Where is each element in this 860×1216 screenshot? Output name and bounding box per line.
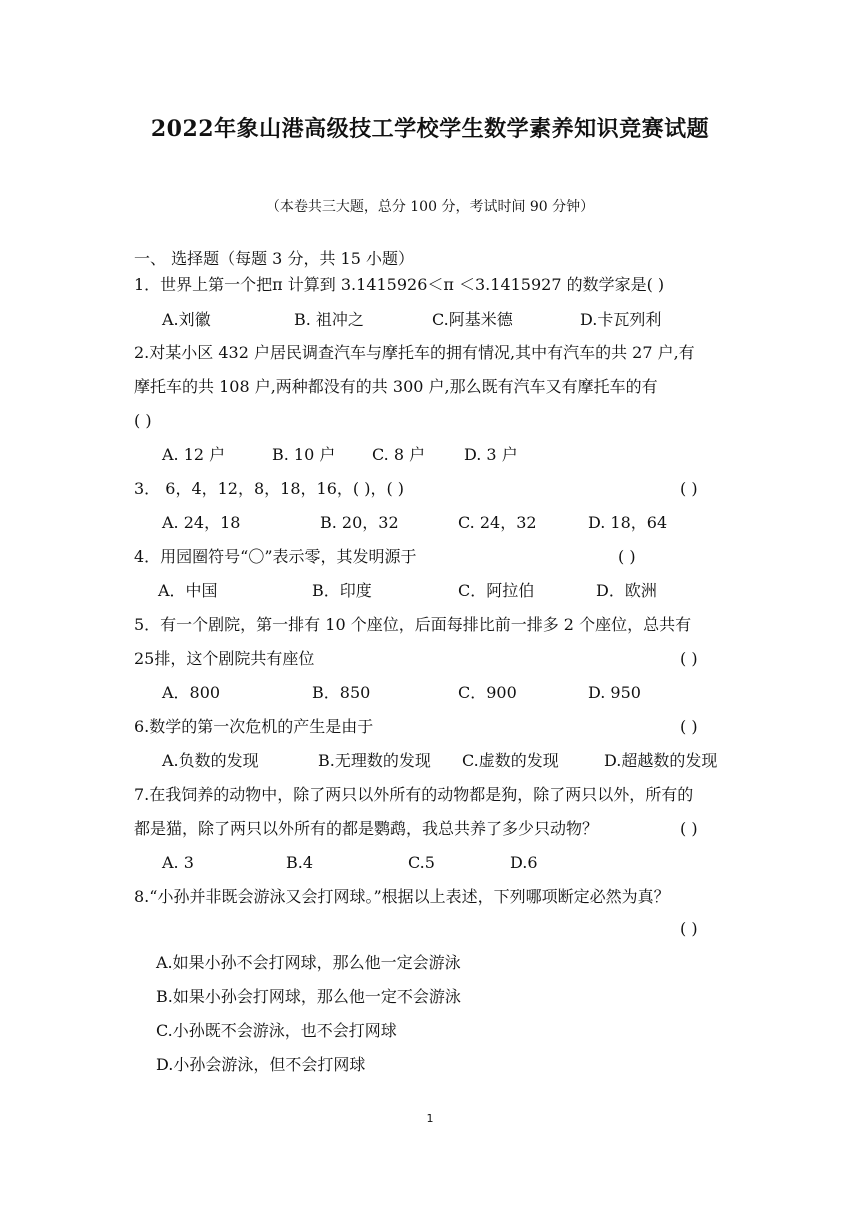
question-6-text: 6.数学的第一次危机的产生是由于 <box>134 717 374 736</box>
q6-option-b: B.无理数的发现 <box>318 751 431 770</box>
q3-option-c: C. 24，32 <box>458 513 537 532</box>
q3-option-b: B. 20，32 <box>320 513 399 532</box>
q7-option-a: A. 3 <box>162 853 194 872</box>
q5-option-a: A．800 <box>162 683 221 702</box>
q8-answer-blank: ( ) <box>680 919 698 938</box>
q5-option-b: B．850 <box>312 683 371 702</box>
q1-option-d: D.卡瓦列利 <box>580 310 662 329</box>
q1-option-a: A.刘徽 <box>162 310 211 329</box>
question-5-text-line-2: 25排，这个剧院共有座位 <box>134 649 315 668</box>
q8-option-d: D.小孙会游泳，但不会打网球 <box>156 1055 366 1074</box>
q4-answer-blank: ( ) <box>618 547 636 566</box>
page-number: 1 <box>426 1112 434 1125</box>
q7-answer-blank: ( ) <box>680 819 698 838</box>
question-5-text-line-1: 5．有一个剧院，第一排有 10 个座位，后面每排比前一排多 2 个座位，总共有 <box>134 615 692 634</box>
q1-option-b: B. 祖冲之 <box>294 310 364 329</box>
question-3-text: 3． 6，4，12，8，18，16，( )，( ) <box>134 479 405 498</box>
question-7-text-line-2: 都是猫，除了两只以外所有的都是鹦鹉，我总共养了多少只动物？ <box>134 819 599 838</box>
question-7-text-line-1: 7.在我饲养的动物中，除了两只以外所有的动物都是狗，除了两只以外，所有的 <box>134 785 694 804</box>
q7-option-b: B.4 <box>286 853 314 872</box>
q6-option-d: D.超越数的发现 <box>604 751 718 770</box>
q6-answer-blank: ( ) <box>680 717 698 736</box>
q6-option-a: A.负数的发现 <box>162 751 259 770</box>
q5-option-d: D. 950 <box>588 683 641 702</box>
q2-option-c: C. 8 户 <box>372 445 426 464</box>
section-heading: 一、 选择题（每题 3 分，共 15 小题） <box>134 249 414 268</box>
page-title: 2022年象山港高级技工学校学生数学素养知识竞赛试题 <box>150 116 710 142</box>
q2-option-a: A. 12 户 <box>162 445 226 464</box>
question-2-text-line-3: ( ) <box>134 411 152 430</box>
q6-option-c: C.虚数的发现 <box>462 751 559 770</box>
q4-option-a: A．中国 <box>158 581 218 600</box>
question-2-text-line-2: 摩托车的共 108 户,两种都没有的共 300 户,那么既有汽车又有摩托车的有 <box>134 377 658 396</box>
q8-option-b: B.如果小孙会打网球，那么他一定不会游泳 <box>156 987 461 1006</box>
q4-option-b: B．印度 <box>312 581 372 600</box>
q2-option-b: B. 10 户 <box>272 445 336 464</box>
q5-option-c: C．900 <box>458 683 517 702</box>
q7-option-c: C.5 <box>408 853 435 872</box>
q3-option-d: D. 18，64 <box>588 513 668 532</box>
question-8-text: 8.“小孙并非既会游泳又会打网球。”根据以上表述，下列哪项断定必然为真？ <box>134 887 670 906</box>
question-2-text-line-1: 2.对某小区 432 户居民调查汽车与摩托车的拥有情况,其中有汽车的共 27 户,有 <box>134 343 695 362</box>
q4-option-d: D．欧洲 <box>596 581 657 600</box>
q7-option-d: D.6 <box>510 853 538 872</box>
q8-option-c: C.小孙既不会游泳，也不会打网球 <box>156 1021 397 1040</box>
q4-option-c: C．阿拉伯 <box>458 581 535 600</box>
q3-answer-blank: ( ) <box>680 479 698 498</box>
question-4-text: 4．用园圈符号“〇”表示零，其发明源于 <box>134 547 417 566</box>
exam-info: （本卷共三大题，总分 100 分，考试时间 90 分钟） <box>265 199 595 215</box>
q5-answer-blank: ( ) <box>680 649 698 668</box>
q8-option-a: A.如果小孙不会打网球，那么他一定会游泳 <box>156 953 461 972</box>
q1-option-c: C.阿基米德 <box>432 310 513 329</box>
q2-option-d: D. 3 户 <box>464 445 518 464</box>
question-1-text: 1．世界上第一个把π 计算到 3.1415926＜π ＜3.1415927 的数学家是( ) <box>134 275 665 294</box>
q3-option-a: A. 24，18 <box>162 513 241 532</box>
